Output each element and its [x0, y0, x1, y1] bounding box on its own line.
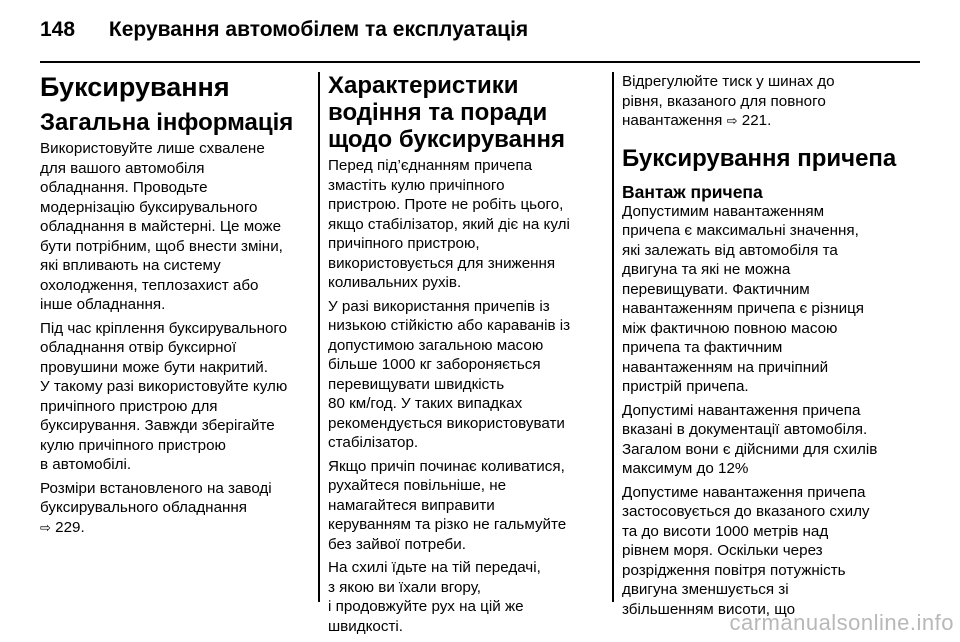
- paragraph: Допустимі навантаження причепа вказані в документації автомобіля. Загалом вони є дійсними для схилів максимум до 12%: [622, 401, 878, 477]
- page-reference[interactable]: 229.: [55, 518, 85, 536]
- column-left: [40, 72, 308, 541]
- column-divider: [318, 72, 320, 602]
- page-number: 148: [40, 18, 76, 41]
- subsection-title-general: Загальна інформація: [40, 109, 294, 136]
- paragraph: Допустиме навантаження причепа застосовується до вказаного схилу та до висоти 1000 метрів над рівнем моря. Оскільки через розрідження повітря потужність двигуна зменшується зі збільшенням висоти, що: [622, 483, 870, 618]
- watermark: carmanualsonline.info: [729, 610, 954, 635]
- paragraph: Якщо причіп починає коливатися, рухайтеся повільніше, не намагайтеся виправити керуванням та різко не гальмуйте без зайвої потреби.: [328, 457, 567, 553]
- column-right: [622, 72, 922, 623]
- paragraph: Під час кріплення буксирувального обладнання отвір буксирної провушини може бути накритий. У такому разі використовуйте кулю причіпного пристрою для буксирування. Завжди зберігайте кулю причіпного пристрою в автомобілі.: [40, 319, 288, 473]
- paragraph-with-reference: [622, 72, 922, 131]
- page-reference[interactable]: 221.: [741, 112, 772, 129]
- column-middle: [328, 72, 603, 640]
- page-reference-arrow-icon: ⇨: [40, 519, 51, 535]
- paragraph: Використовуйте лише схвалене для вашого автомобіля обладнання. Проводьте модернізацію буксирувального обладнання в майстерні. Це може бути потрібним, щоб внести зміни, які впливають на систему охолодження, теплозахист або інше обладнання.: [40, 140, 283, 313]
- paragraph: Перед під’єднанням причепа змастіть кулю причіпного пристрою. Проте не робіть цього, якщо стабілізатор, який діє на кулі причіпного пристрою, використовується для зниження коливальних рухів.: [328, 157, 570, 291]
- chapter-title: Керування автомобілем та експлуатація: [108, 18, 529, 41]
- page-header: [40, 18, 528, 42]
- section-title-trailer-towing: Буксирування причепа: [622, 144, 897, 172]
- subsection-title-trailer-load: Вантаж причепа: [622, 181, 763, 202]
- paragraph: На схилі їдьте на тій передачі, з якою ви їхали вгору, і продовжуйте рух на цій же швидкості.: [328, 559, 541, 635]
- section-title-towing: Буксирування: [40, 72, 230, 102]
- header-rule: [40, 61, 920, 63]
- paragraph-text: Відрегулюйте тиск у шинах до рівня, вказаного для повного навантаження: [622, 73, 835, 129]
- paragraph-text: Розміри встановленого на заводі буксирувального обладнання: [40, 479, 272, 516]
- section-title-driving-tips: Характеристики водіння та поради щодо буксирування: [328, 72, 565, 153]
- page-reference-arrow-icon: ⇨: [726, 113, 738, 128]
- column-divider: [612, 72, 614, 602]
- paragraph: Допустимим навантаженням причепа є максимальні значення, які залежать від автомобіля та двигуна та які не можна перевищувати. Фактичним навантаженням причепа є різниця між фактичною повною масою причепа та фактичним навантаженням на причіпний пристрій причепа.: [622, 202, 865, 395]
- paragraph-with-reference: [40, 479, 308, 538]
- paragraph: У разі використання причепів із низькою стійкістю або караванів із допустимою загальною масою більше 1000 кг забороняється перевищувати швидкість 80 км/год. У таких випадках рекомендується використовувати стабілізатор.: [328, 297, 571, 451]
